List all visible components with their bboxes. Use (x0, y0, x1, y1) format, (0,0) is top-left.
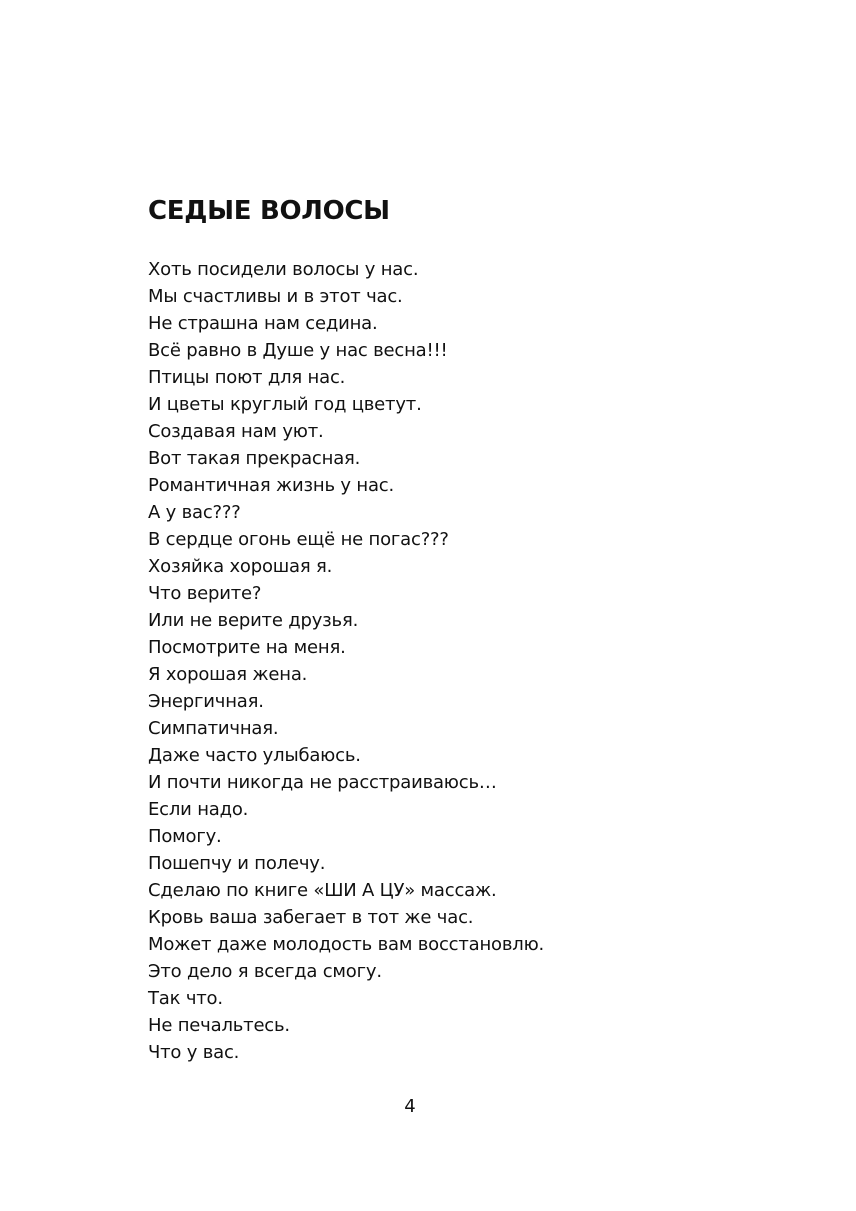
poem-line: Это дело я всегда смогу. (148, 961, 382, 982)
poem-line: Вот такая прекрасная. (148, 448, 361, 469)
page-number: 4 (404, 1096, 416, 1117)
poem-line: Помогу. (148, 826, 222, 847)
poem-line: Не страшна нам седина. (148, 313, 378, 334)
poem-line: Сделаю по книге «ШИ А ЦУ» массаж. (148, 880, 497, 901)
poem-line: Так что. (148, 988, 223, 1009)
poem-line: Что верите? (148, 583, 262, 604)
poem-line: И цветы круглый год цветут. (148, 394, 422, 415)
poem-line: Пошепчу и полечу. (148, 853, 326, 874)
poem-line: Энергичная. (148, 691, 264, 712)
poem-line: Симпатичная. (148, 718, 279, 739)
poem-line: Романтичная жизнь у нас. (148, 475, 394, 496)
poem-line: Если надо. (148, 799, 249, 820)
poem-title: СЕДЫЕ ВОЛОСЫ (148, 196, 390, 226)
poem-line: Или не верите друзья. (148, 610, 359, 631)
poem-line: Хозяйка хорошая я. (148, 556, 333, 577)
poem-line: Может даже молодость вам восстановлю. (148, 934, 545, 955)
poem-body (148, 256, 544, 1066)
poem-line: Птицы поют для нас. (148, 367, 346, 388)
poem-line: Даже часто улыбаюсь. (148, 745, 361, 766)
poem-line: И почти никогда не расстраиваюсь… (148, 772, 497, 793)
poem-line: Я хорошая жена. (148, 664, 308, 685)
poem-line: Не печальтесь. (148, 1015, 290, 1036)
poem-line: Создавая нам уют. (148, 421, 324, 442)
poem-line: А у вас??? (148, 502, 241, 523)
poem-line: Всё равно в Душе у нас весна!!! (148, 340, 448, 361)
poem-line: Хоть посидели волосы у нас. (148, 259, 419, 280)
poem-line: Мы счастливы и в этот час. (148, 286, 403, 307)
poem-line: Посмотрите на меня. (148, 637, 346, 658)
poem-line: В сердце огонь ещё не погас??? (148, 529, 449, 550)
poem-line: Кровь ваша забегает в тот же час. (148, 907, 474, 928)
poem-line: Что у вас. (148, 1042, 240, 1063)
